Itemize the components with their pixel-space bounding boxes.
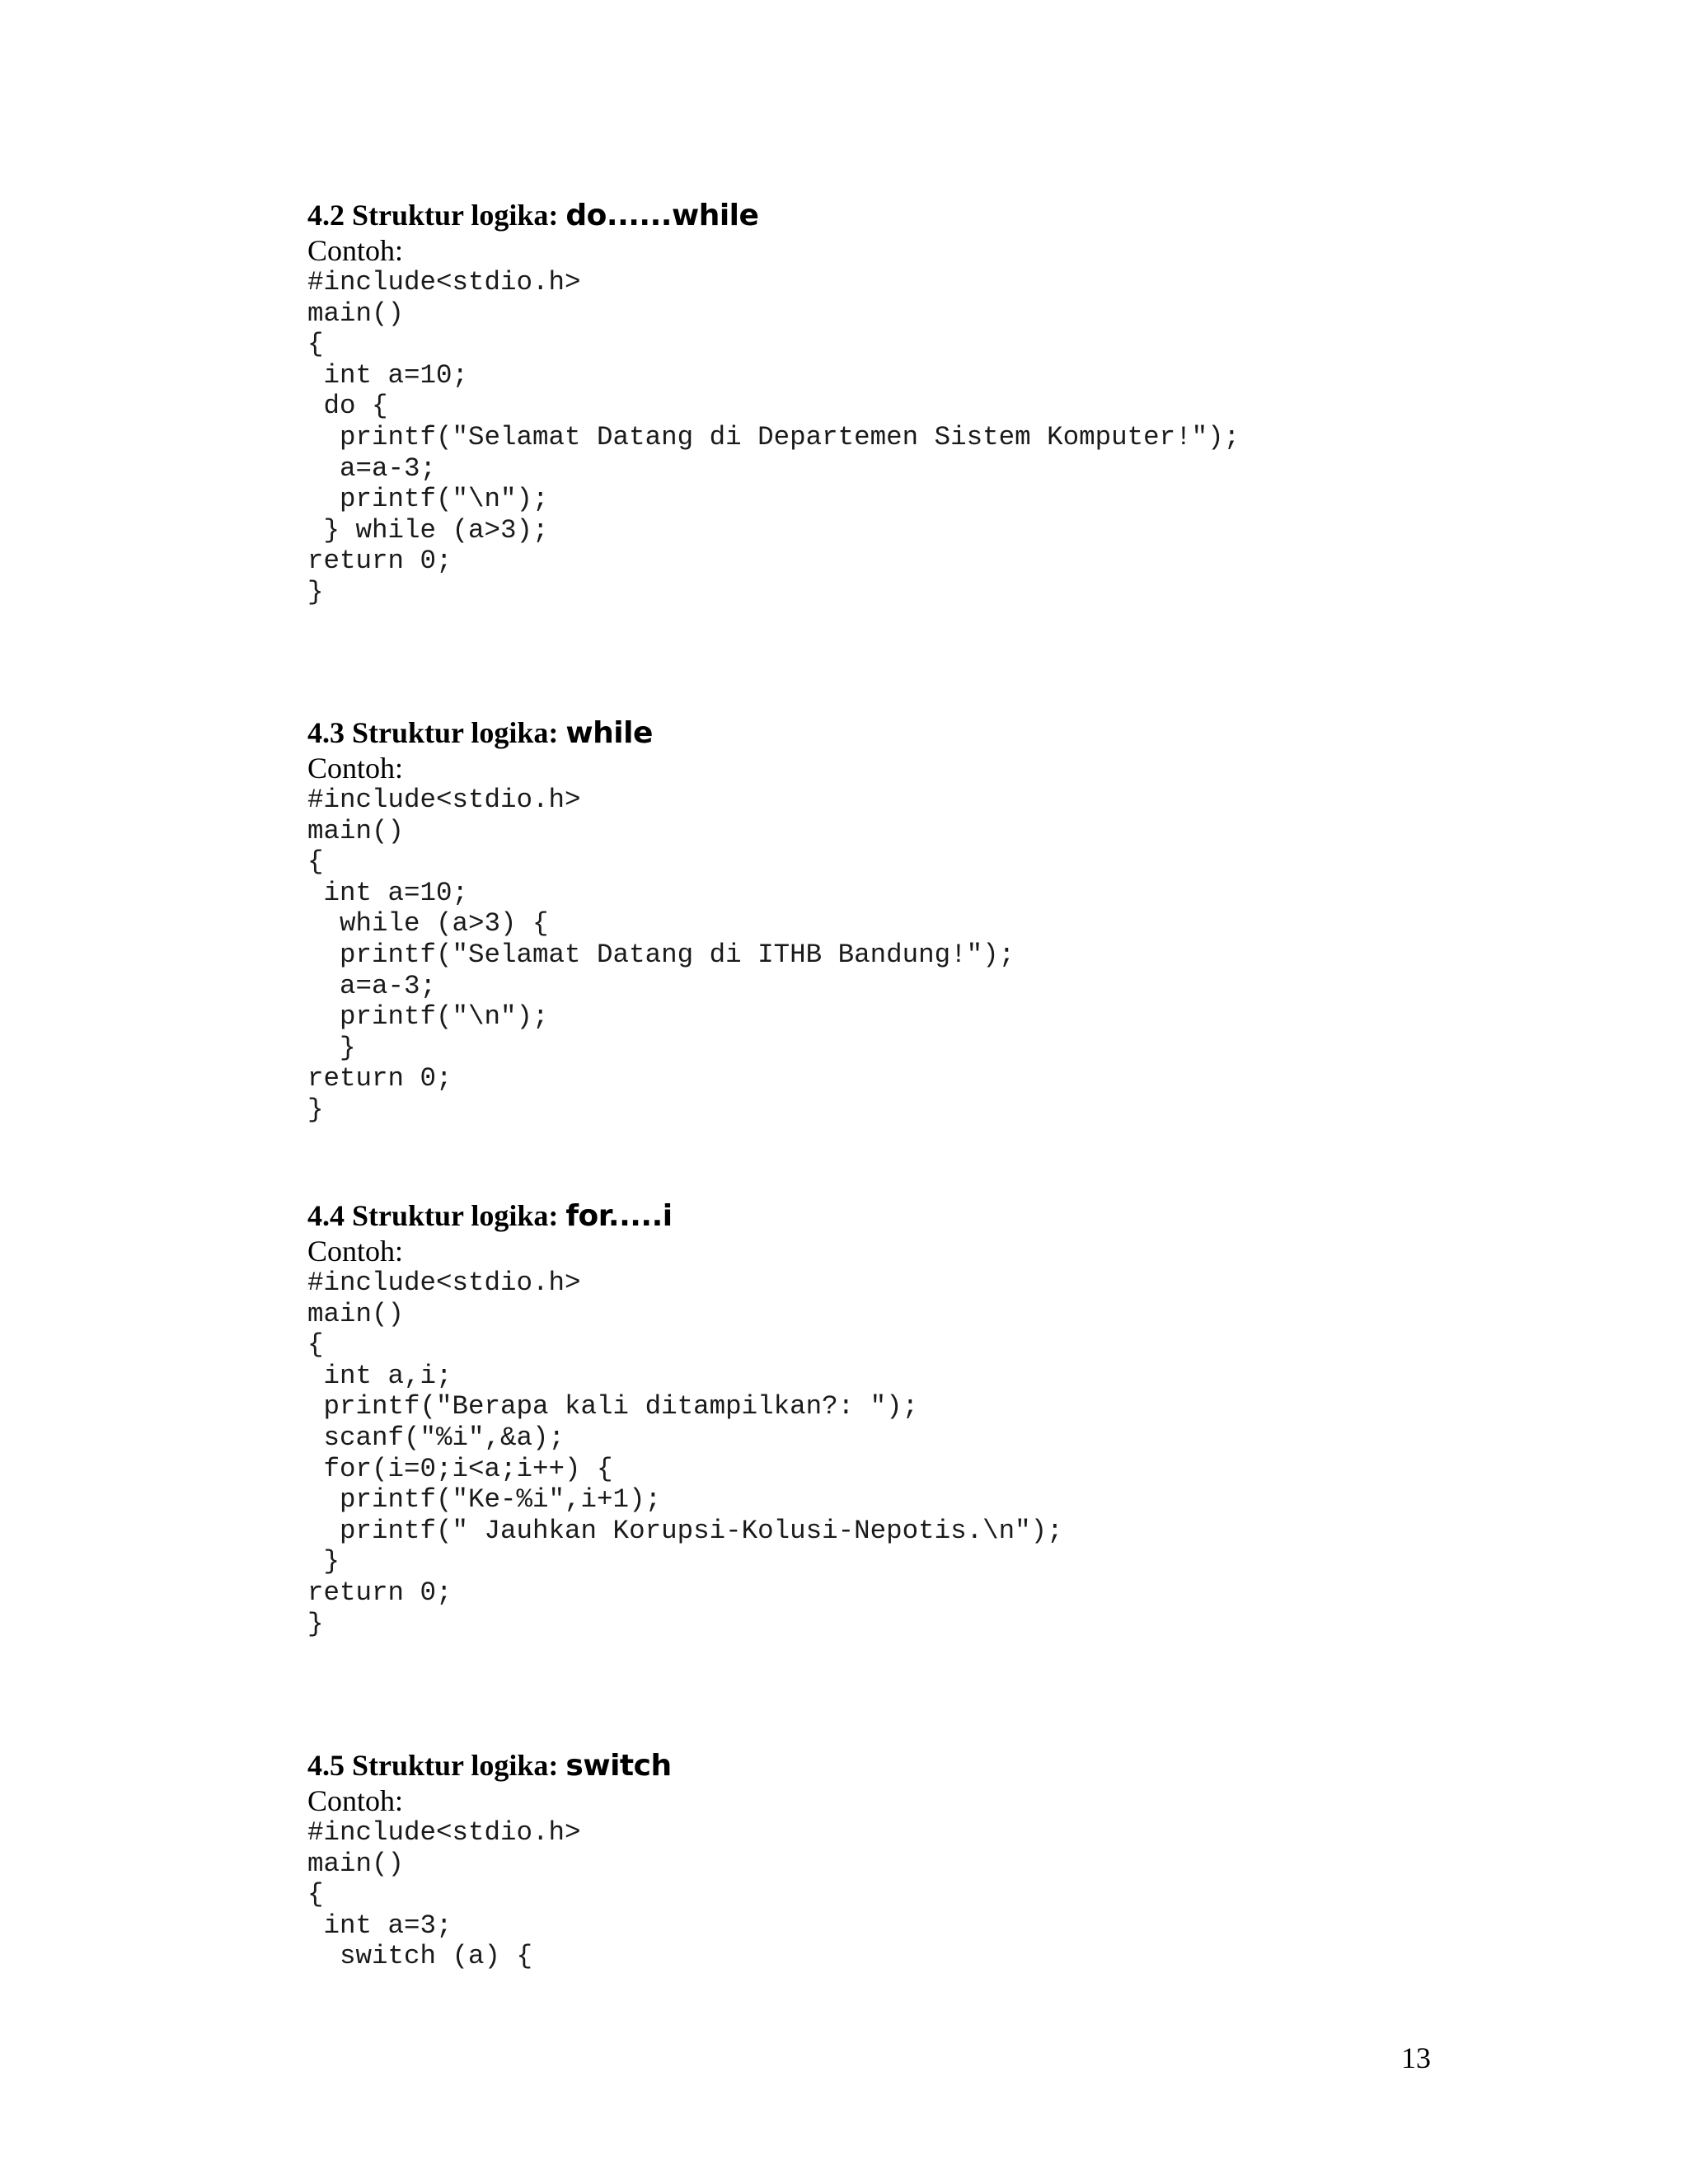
code-line: scanf("%i",&a); <box>307 1422 565 1453</box>
example-label: Contoh: <box>307 752 404 785</box>
code-line: a=a-3; <box>307 452 437 484</box>
code-line: return 0; <box>307 1577 452 1608</box>
code-line: } <box>307 1094 324 1125</box>
code-line: printf("Selamat Datang di ITHB Bandung!"); <box>307 939 1015 970</box>
code-line: } <box>307 1546 340 1577</box>
code-line: a=a-3; <box>307 970 437 1001</box>
code-line: main() <box>307 1298 405 1329</box>
code-line: printf("Ke-%i",i+1); <box>307 1484 662 1516</box>
code-line: main() <box>307 298 405 329</box>
code-line: #include<stdio.h> <box>307 1817 581 1848</box>
section-while <box>307 714 1015 1126</box>
code-line: #include<stdio.h> <box>307 267 581 298</box>
code-block <box>307 785 1015 1126</box>
section-title: 4.3 Struktur logika: <box>307 716 566 749</box>
code-block <box>307 1817 672 1972</box>
page-number: 13 <box>1401 2041 1431 2074</box>
section-title: 4.2 Struktur logika: <box>307 199 566 232</box>
code-line: main() <box>307 1848 405 1879</box>
code-line: printf("Selamat Datang di Departemen Sistem Komputer!"); <box>307 421 1240 452</box>
code-line: #include<stdio.h> <box>307 785 581 815</box>
code-block <box>307 1268 1063 1639</box>
section-keyword: while <box>565 716 653 750</box>
code-line: printf("Berapa kali ditampilkan?: "); <box>307 1391 919 1422</box>
section-heading <box>307 196 1240 234</box>
code-line: { <box>307 329 324 360</box>
section-do-while <box>307 196 1240 608</box>
code-line: } <box>307 1608 324 1639</box>
section-title: 4.4 Struktur logika: <box>307 1199 566 1232</box>
code-line: { <box>307 1879 324 1910</box>
section-heading <box>307 1197 1063 1235</box>
code-line: for(i=0;i<a;i++) { <box>307 1453 613 1484</box>
code-line: } <box>307 1032 356 1063</box>
code-line: } <box>307 576 324 607</box>
section-switch <box>307 1746 672 1972</box>
code-line: return 0; <box>307 546 452 577</box>
code-block <box>307 267 1240 608</box>
code-line: do { <box>307 391 388 422</box>
code-line: int a=3; <box>307 1910 452 1941</box>
section-heading <box>307 714 1015 752</box>
code-line: int a,i; <box>307 1360 452 1391</box>
code-line: int a=10; <box>307 877 469 908</box>
section-keyword: switch <box>565 1749 672 1783</box>
section-for <box>307 1197 1063 1639</box>
example-label: Contoh: <box>307 1235 404 1268</box>
code-line: while (a>3) { <box>307 908 549 940</box>
section-heading <box>307 1746 672 1784</box>
code-line: int a=10; <box>307 359 469 391</box>
code-line: { <box>307 1329 324 1361</box>
code-line: { <box>307 846 324 878</box>
code-line: main() <box>307 815 405 846</box>
code-line: printf("\n"); <box>307 484 549 515</box>
section-title: 4.5 Struktur logika: <box>307 1749 566 1782</box>
code-line: #include<stdio.h> <box>307 1268 581 1298</box>
section-keyword: for.....i <box>565 1199 673 1233</box>
section-keyword: do......while <box>565 199 759 232</box>
code-line: printf("\n"); <box>307 1001 549 1033</box>
code-line: } while (a>3); <box>307 514 549 546</box>
code-line: switch (a) { <box>307 1941 533 1972</box>
code-line: printf(" Jauhkan Korupsi-Kolusi-Nepotis.\n"); <box>307 1515 1063 1546</box>
example-label: Contoh: <box>307 1784 404 1817</box>
example-label: Contoh: <box>307 234 404 267</box>
code-line: return 0; <box>307 1063 452 1094</box>
